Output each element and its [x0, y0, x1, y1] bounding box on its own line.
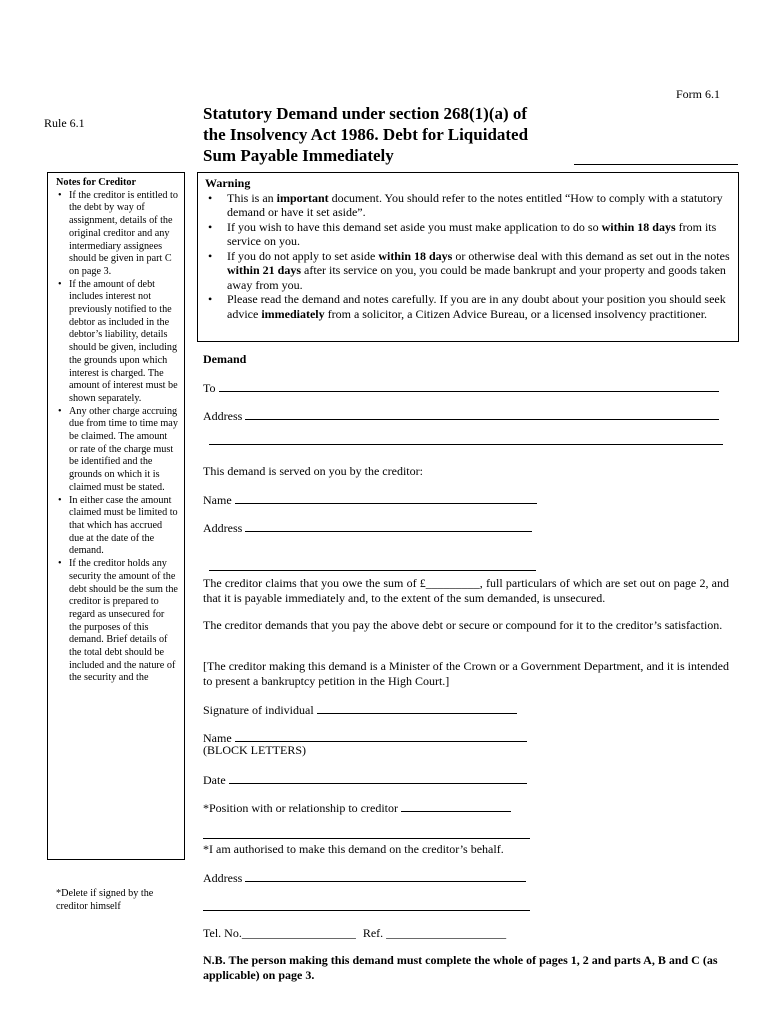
- warning-text: Please read the demand and notes carefully. If you are in any doubt about your position you should seek advice: [227, 292, 726, 321]
- minister-text: [The creditor making this demand is a Minister of the Crown or a Government Department, and it is intended to present a bankruptcy petition in the High Court.]: [203, 659, 729, 688]
- signature-row: [203, 702, 533, 718]
- note-text: Any other charge accruing due from time to time may be claimed. The amount or rate of the charge must be identified and the grounds on which it is claimed must be stated.: [69, 405, 178, 493]
- name-label: Name: [203, 493, 232, 507]
- nb-text: N.B. The person making this demand must complete the whole of pages 1, 2 and parts A, B and C (as applicable) on page 3.: [203, 953, 718, 982]
- address-label: Address: [203, 521, 243, 535]
- title-line-1: Statutory Demand under section 268(1)(a) of: [203, 104, 528, 123]
- title-underline: [574, 164, 738, 165]
- warning-emphasis: important: [276, 190, 329, 205]
- warning-text: If you wish to have this demand set aside you must make application to do so: [227, 219, 602, 234]
- signature-label: Signature of individual: [203, 703, 314, 717]
- warning-text: from a solicitor, a Citizen Advice Bureau, or a licensed insolvency practitioner.: [324, 306, 708, 321]
- bullet-icon: •: [58, 405, 62, 417]
- position-row: [203, 800, 533, 816]
- warning-emphasis: immediately: [261, 306, 325, 321]
- list-item: [56, 558, 178, 685]
- warning-text: This is an: [227, 190, 277, 205]
- claim-text: The creditor claims that you owe the sum of £_________, full particulars of which are set out on page 2, and that it is payable immediately and, to the extent of the sum demanded, is unsecured.: [203, 576, 729, 605]
- creditor-name-field[interactable]: [235, 492, 537, 504]
- signatory-address-field[interactable]: [245, 870, 526, 882]
- notes-title: Notes for Creditor: [56, 177, 136, 188]
- list-item: [205, 292, 730, 321]
- bullet-icon: •: [208, 292, 213, 306]
- signatory-address-row: [203, 870, 533, 886]
- date-field[interactable]: [229, 772, 527, 784]
- creditor-address-line-2[interactable]: [209, 570, 536, 571]
- list-item: [205, 249, 730, 293]
- warning-text: or otherwise deal with this demand as set out in the notes: [452, 248, 730, 263]
- tel-ref-row: [203, 926, 543, 941]
- delete-note-line-1: *Delete if signed by the: [56, 888, 154, 899]
- bullet-icon: •: [208, 248, 213, 263]
- rule-number: Rule 6.1: [44, 116, 85, 130]
- position-line-2[interactable]: [203, 838, 530, 839]
- warning-list: [205, 191, 730, 322]
- warning-box: [197, 172, 739, 342]
- bullet-icon: •: [208, 219, 213, 234]
- list-item: [56, 495, 178, 559]
- warning-text: from its service on you.: [227, 219, 717, 248]
- title-line-3: Sum Payable Immediately: [203, 146, 394, 165]
- list-item: [56, 406, 178, 495]
- to-label: To: [203, 381, 216, 395]
- to-field[interactable]: [219, 380, 719, 392]
- creditor-name-row: [203, 492, 543, 508]
- note-text: If the amount of debt includes interest not previously notified to the debtor as included in the debtor’s liability, details should be given, including the grounds upon which interest is charged. The amount of interest must be shown separately.: [69, 278, 178, 404]
- form-number: Form 6.1: [676, 87, 721, 101]
- list-item: [205, 191, 730, 220]
- page-title: [203, 103, 583, 166]
- signatory-address-line-2[interactable]: [203, 910, 530, 911]
- creditor-address-field[interactable]: [245, 520, 532, 532]
- date-label: Date: [203, 773, 226, 787]
- warning-emphasis: within 18 days: [601, 219, 676, 234]
- address-label: Address: [203, 871, 243, 885]
- block-letters-label: (BLOCK LETTERS): [203, 743, 306, 757]
- name-label: Name: [203, 731, 232, 745]
- bullet-icon: •: [58, 558, 62, 570]
- position-field[interactable]: [401, 800, 511, 812]
- demands-text: The creditor demands that you pay the above debt or secure or compound for it to the creditor’s satisfaction.: [203, 618, 723, 632]
- list-item: [56, 190, 178, 279]
- note-text: If the creditor holds any security the amount of the debt should be the sum the creditor is prepared to regard as unsecured for the purposes of this demand. Brief details of the total debt should be included and the nature of the security and the: [69, 558, 178, 684]
- delete-note-line-2: creditor himself: [56, 901, 121, 912]
- warning-title: Warning: [205, 176, 251, 190]
- bullet-icon: •: [58, 278, 62, 290]
- to-row: [203, 380, 728, 396]
- signature-field[interactable]: [317, 702, 517, 714]
- warning-text: If you do not apply to set aside: [227, 248, 379, 263]
- ref-label: Ref.: [362, 926, 384, 940]
- position-label: *Position with or relationship to creditor: [203, 801, 398, 815]
- notes-list: [56, 190, 178, 685]
- delete-note: [56, 887, 186, 913]
- list-item: [205, 220, 730, 249]
- address-row: [203, 408, 728, 424]
- demand-heading: Demand: [203, 352, 247, 366]
- list-item: [56, 279, 178, 406]
- tel-label: Tel. No.: [203, 926, 242, 940]
- address-line-2[interactable]: [209, 444, 723, 445]
- address-label: Address: [203, 409, 243, 423]
- ref-field[interactable]: ____________________: [386, 926, 507, 940]
- warning-text: after its service on you, you could be made bankrupt and your property and goods taken away from you.: [227, 263, 726, 292]
- served-text: This demand is served on you by the creditor:: [203, 464, 423, 478]
- address-field[interactable]: [245, 408, 719, 420]
- bullet-icon: •: [58, 494, 62, 506]
- bullet-icon: •: [208, 190, 213, 205]
- warning-text: document. You should refer to the notes entitled “How to comply with a statutory demand or have it set aside”.: [227, 190, 723, 219]
- signatory-name-field[interactable]: [235, 730, 527, 742]
- notes-for-creditor-box: [47, 172, 185, 860]
- date-row: [203, 772, 533, 788]
- tel-field[interactable]: ___________________: [241, 926, 356, 940]
- bullet-icon: •: [58, 189, 62, 201]
- warning-emphasis: within 21 days: [227, 263, 302, 277]
- creditor-address-row: [203, 520, 543, 536]
- note-text: If the creditor is entitled to the debt by way of assignment, details of the original creditor and any intermediary assignees should be given in part C on page 3.: [69, 189, 178, 277]
- warning-emphasis: within 18 days: [378, 248, 453, 263]
- authorised-text: *I am authorised to make this demand on the creditor’s behalf.: [203, 842, 504, 856]
- note-text: In either case the amount claimed must be limited to that which has accrued due at the date of the demand.: [69, 494, 178, 557]
- title-line-2: the Insolvency Act 1986. Debt for Liquidated: [203, 125, 529, 144]
